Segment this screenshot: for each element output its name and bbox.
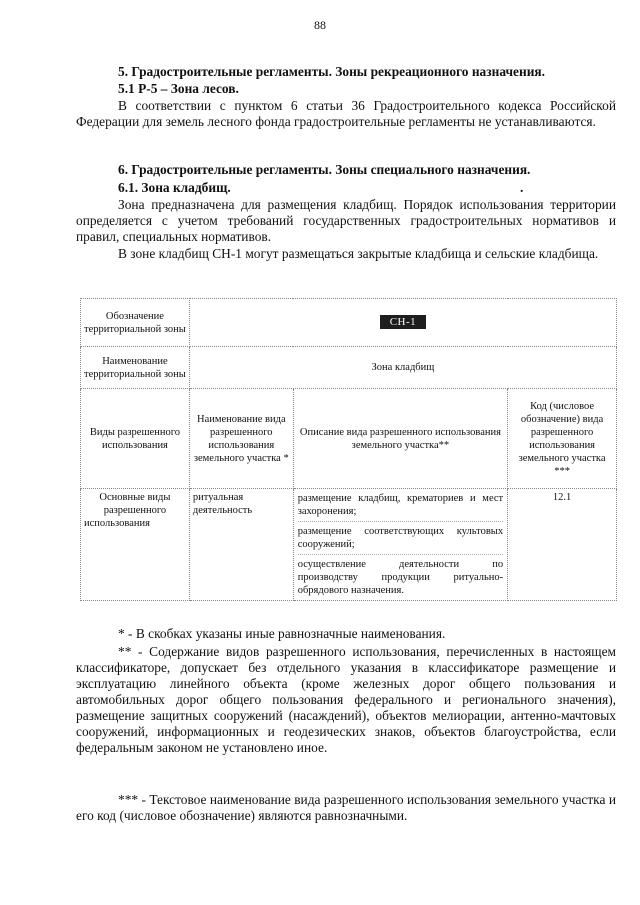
section5-heading: 5. Градостроительные регламенты. Зоны рекреационного назначения. xyxy=(118,64,546,79)
page-number: 88 xyxy=(314,18,326,32)
zone-code-cell xyxy=(189,299,616,347)
section6-heading: 6. Градостроительные регламенты. Зоны специального назначения. xyxy=(118,162,531,177)
col-header-code: Код (числовое обозначение) вида разрешенного использования земельного участка *** xyxy=(508,389,617,489)
row-type: Основные виды разрешенного использования xyxy=(81,489,190,601)
section6-para1: Зона предназначена для размещения кладбищ. Порядок использования территории определяется с учетом требований государственных градостроительных нормативов и правил, специальных нормативов. xyxy=(76,197,616,244)
table-row xyxy=(81,489,617,601)
section6-para2: В зоне кладбищ СН-1 могут размещаться закрытые кладбища и сельские кладбища. xyxy=(118,246,599,261)
description-item: размещение соответствующих культовых сооружений; xyxy=(298,522,503,555)
zone-code-label: Обозначение территориальной зоны xyxy=(81,299,190,347)
zone-name-label: Наименование территориальной зоны xyxy=(81,347,190,389)
section5-subheading: 5.1 Р-5 – Зона лесов. xyxy=(118,81,239,96)
row-descriptions xyxy=(293,489,507,601)
description-item: размещение кладбищ, крематориев и мест захоронения; xyxy=(298,489,503,522)
description-item: осуществление деятельности по производству продукции ритуально-обрядового назначения. xyxy=(297,559,504,596)
section5-body: В соответствии с пунктом 6 статьи 36 Градостроительного кодекса Российской Федерации для земель лесного фонда градостроительные регламенты не устанавливаются. xyxy=(76,98,616,129)
note-1: * - В скобках указаны иные равнозначные наименования. xyxy=(118,626,446,641)
zone-code-row xyxy=(81,299,617,347)
note-2: ** - Содержание видов разрешенного использования, перечисленных в настоящем классификаторе, допускает без отдельного указания в классификаторе размещение и эксплуатацию линейного объекта (кроме железных дорог общего пользования и автомобильных дорог общего пользования федерального и регионального значения), размещение защитных сооружений (насаждений), объектов мелиорации, антенно-мачтовых сооружений, информационных и геодезических знаков, объектов благоустройства, если федеральным законом не установлено иное. xyxy=(76,644,616,755)
row-name: ритуальная деятельность xyxy=(189,489,293,601)
zone-name-value: Зона кладбищ xyxy=(189,347,616,389)
row-code: 12.1 xyxy=(508,489,617,601)
col-header-description: Описание вида разрешенного использования земельного участка** xyxy=(293,389,507,489)
zone-name-row xyxy=(81,347,617,389)
col-header-name: Наименование вида разрешенного использования земельного участка * xyxy=(189,389,293,489)
land-use-table xyxy=(80,298,617,601)
col-header-types: Виды разрешенного использования xyxy=(81,389,190,489)
column-header-row xyxy=(81,389,617,489)
zone-code-badge: СН-1 xyxy=(380,315,426,329)
stray-mark: . xyxy=(520,180,524,195)
note-3: *** - Текстовое наименование вида разрешенного использования земельного участка и его код (числовое обозначение) являются равнозначными. xyxy=(76,792,616,823)
section6-subheading: 6.1. Зона кладбищ. xyxy=(118,180,231,195)
